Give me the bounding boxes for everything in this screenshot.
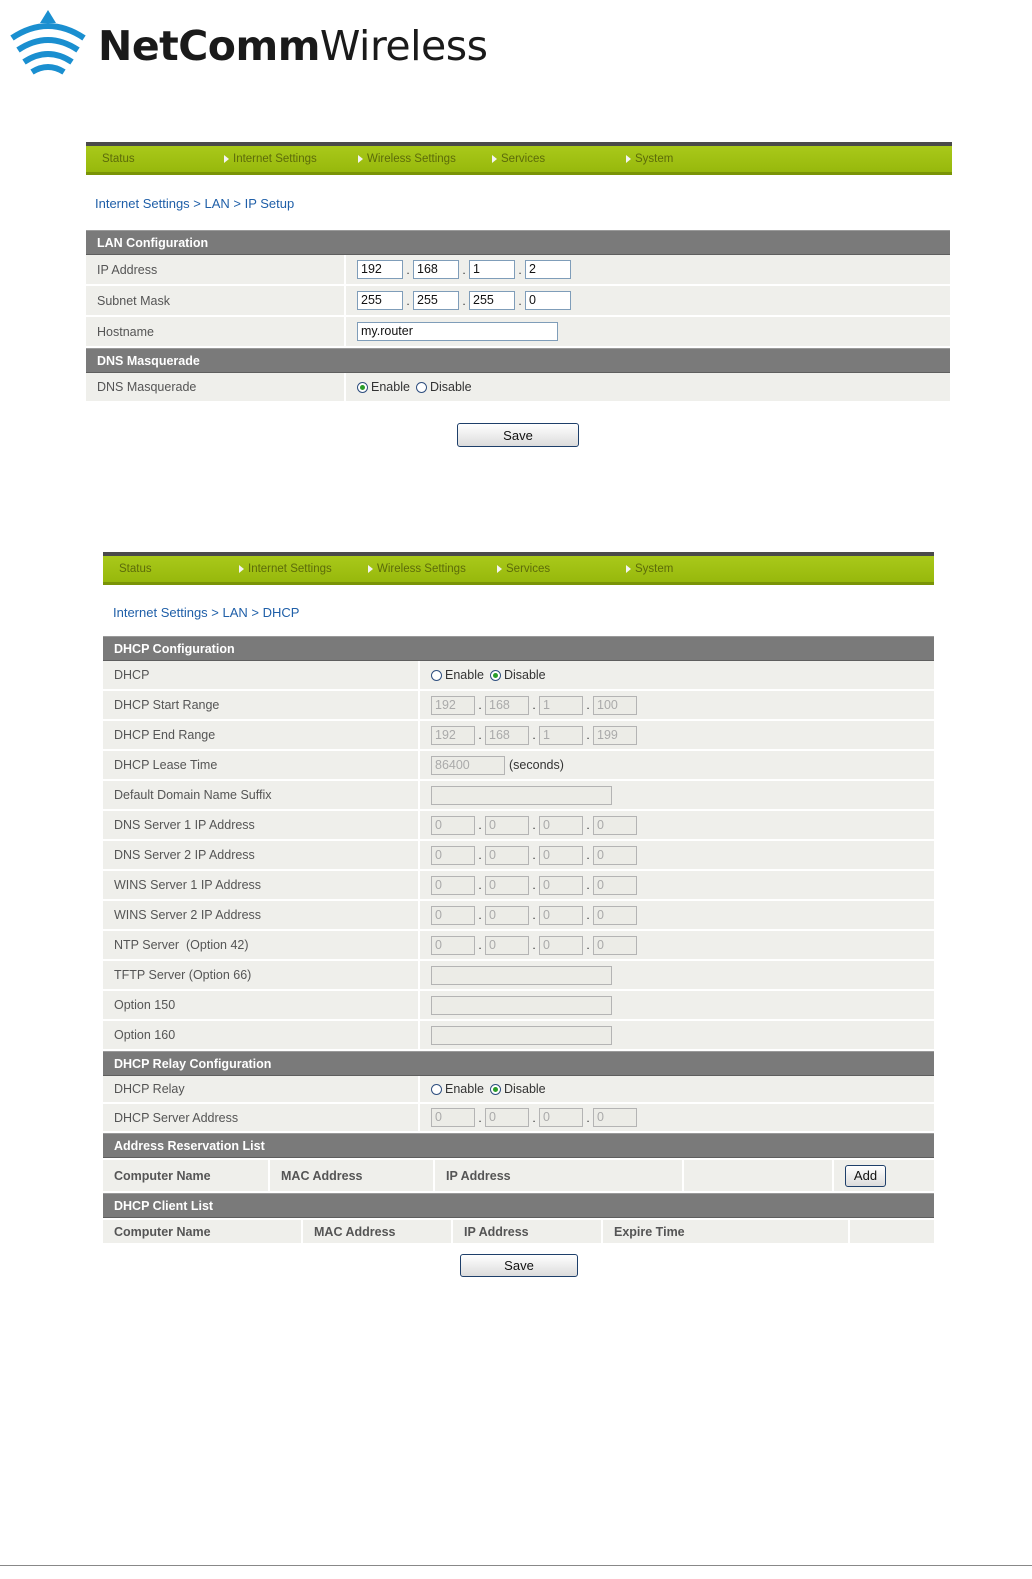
option160-input[interactable]: [431, 1026, 612, 1045]
dns2-octet-2[interactable]: 0: [485, 846, 529, 865]
dhcp-server-label: DHCP Server Address: [103, 1104, 420, 1131]
ntp-octet-2[interactable]: 0: [485, 936, 529, 955]
nav-internet-settings[interactable]: Internet Settings: [208, 146, 342, 172]
dns-disable-radio[interactable]: [416, 382, 427, 393]
dns1-octet-2[interactable]: 0: [485, 816, 529, 835]
dhcp-relay-row: [103, 1076, 934, 1104]
add-reservation-button[interactable]: Add: [845, 1165, 886, 1187]
dns2-octet-3[interactable]: 0: [539, 846, 583, 865]
mask-octet-1[interactable]: 255: [357, 291, 403, 310]
reservation-header-row: [103, 1158, 934, 1193]
subnet-mask-row: Subnet Mask 255 . 255 . 255 . 0: [86, 286, 950, 317]
lan-config-form: [86, 230, 950, 403]
save-button-top[interactable]: Save: [457, 423, 579, 447]
dhcp-label: DHCP: [103, 661, 420, 689]
wins1-octet-1[interactable]: 0: [431, 876, 475, 895]
wins2-row: WINS Server 2 IP Address 0 . 0 . 0 . 0: [103, 901, 934, 931]
option150-row: [103, 991, 934, 1021]
breadcrumb[interactable]: Internet Settings > LAN > IP Setup: [95, 196, 295, 211]
end-octet-1[interactable]: 192: [431, 726, 475, 745]
section-dhcp-configuration: DHCP Configuration: [103, 636, 934, 661]
nav-arrow-icon: [626, 155, 631, 163]
wins1-row: WINS Server 1 IP Address 0 . 0 . 0 . 0: [103, 871, 934, 901]
ntp-row: NTP Server (Option 42) 0 . 0 . 0 . 0: [103, 931, 934, 961]
wins2-octet-2[interactable]: 0: [485, 906, 529, 925]
section-dhcp-client-list: DHCP Client List: [103, 1193, 934, 1218]
domain-suffix-label: Default Domain Name Suffix: [103, 781, 420, 809]
section-lan-configuration: LAN Configuration: [86, 230, 950, 255]
end-octet-4[interactable]: 199: [593, 726, 637, 745]
dns1-octet-1[interactable]: 0: [431, 816, 475, 835]
nav-status-2[interactable]: Status: [119, 563, 152, 575]
save-button-bottom[interactable]: Save: [460, 1254, 578, 1277]
tftp-label: TFTP Server (Option 66): [103, 961, 420, 989]
lease-time-label: DHCP Lease Time: [103, 751, 420, 779]
server-octet-3[interactable]: 0: [539, 1108, 583, 1127]
relay-disable-radio[interactable]: [490, 1084, 501, 1095]
footer-divider: [0, 1565, 1032, 1566]
nav-internet-settings-2[interactable]: Internet Settings: [223, 556, 352, 582]
ntp-octet-3[interactable]: 0: [539, 936, 583, 955]
nav-system-2[interactable]: System: [610, 556, 739, 582]
dns-enable-radio[interactable]: [357, 382, 368, 393]
server-octet-1[interactable]: 0: [431, 1108, 475, 1127]
client-header-row: [103, 1218, 934, 1243]
dns-enable-label: Enable: [371, 380, 410, 394]
logo-netcomm: NetComm: [98, 22, 320, 70]
dns2-octet-1[interactable]: 0: [431, 846, 475, 865]
option160-label: Option 160: [103, 1021, 420, 1049]
server-octet-2[interactable]: 0: [485, 1108, 529, 1127]
lease-time-row: [103, 751, 934, 781]
mask-octet-3[interactable]: 255: [469, 291, 515, 310]
client-col-mac-address: MAC Address: [303, 1220, 453, 1243]
dhcp-enable-label: Enable: [445, 668, 484, 682]
section-address-reservation: Address Reservation List: [103, 1133, 934, 1158]
bottom-nav-bar: [103, 552, 934, 585]
option150-input[interactable]: [431, 996, 612, 1015]
dhcp-enable-radio[interactable]: [431, 670, 442, 681]
hostname-input[interactable]: my.router: [357, 322, 558, 341]
wins1-octet-3[interactable]: 0: [539, 876, 583, 895]
nav-wireless-settings-2[interactable]: Wireless Settings: [352, 556, 481, 582]
nav-wireless-settings[interactable]: Wireless Settings: [342, 146, 476, 172]
domain-suffix-input[interactable]: [431, 786, 612, 805]
mask-octet-2[interactable]: 255: [413, 291, 459, 310]
tftp-input[interactable]: [431, 966, 612, 985]
subnet-mask-label: Subnet Mask: [86, 286, 346, 315]
option150-label: Option 150: [103, 991, 420, 1019]
start-octet-2[interactable]: 168: [485, 696, 529, 715]
section-dns-masquerade: DNS Masquerade: [86, 348, 950, 373]
dns-disable-label: Disable: [429, 380, 472, 394]
ip-address-row: IP Address 192 . 168 . 1 . 2: [86, 255, 950, 286]
wifi-logo-icon: [10, 10, 86, 76]
wins1-octet-4[interactable]: 0: [593, 876, 637, 895]
netcomm-logo: [10, 8, 487, 78]
nav-arrow-icon: [626, 565, 631, 573]
nav-arrow-icon: [239, 565, 244, 573]
nav-services-2[interactable]: Services: [481, 556, 610, 582]
nav-arrow-icon: [224, 155, 229, 163]
client-col-ip-address: IP Address: [453, 1220, 603, 1243]
dns1-label: DNS Server 1 IP Address: [103, 811, 420, 839]
wins2-label: WINS Server 2 IP Address: [103, 901, 420, 929]
nav-arrow-icon: [492, 155, 497, 163]
ntp-label: NTP Server (Option 42): [103, 931, 420, 959]
mask-octet-4[interactable]: 0: [525, 291, 571, 310]
dhcp-disable-radio[interactable]: [490, 670, 501, 681]
lease-time-input[interactable]: 86400: [431, 756, 505, 775]
dns1-octet-4[interactable]: 0: [593, 816, 637, 835]
dhcp-server-row: DHCP Server Address 0 . 0 . 0 . 0: [103, 1104, 934, 1133]
dhcp-relay-label: DHCP Relay: [103, 1076, 420, 1102]
res-col-mac-address: MAC Address: [270, 1160, 435, 1191]
hostname-row: [86, 317, 950, 348]
nav-status[interactable]: Status: [102, 153, 135, 165]
relay-enable-radio[interactable]: [431, 1084, 442, 1095]
wins1-label: WINS Server 1 IP Address: [103, 871, 420, 899]
ip-setup-panel: [86, 142, 952, 175]
wins1-octet-2[interactable]: 0: [485, 876, 529, 895]
ip-octet-3[interactable]: 1: [469, 260, 515, 279]
dhcp-start-label: DHCP Start Range: [103, 691, 420, 719]
start-octet-3[interactable]: 1: [539, 696, 583, 715]
dhcp-panel: [103, 552, 934, 585]
logo-wireless: Wireless: [319, 22, 488, 70]
ntp-octet-4[interactable]: 0: [593, 936, 637, 955]
ntp-octet-1[interactable]: 0: [431, 936, 475, 955]
dhcp-start-row: DHCP Start Range 192 . 168 . 1 . 100: [103, 691, 934, 721]
wins2-octet-4[interactable]: 0: [593, 906, 637, 925]
dns2-label: DNS Server 2 IP Address: [103, 841, 420, 869]
dhcp-disable-label: Disable: [503, 668, 546, 682]
nav-services[interactable]: Services: [476, 146, 610, 172]
ip-octet-2[interactable]: 168: [413, 260, 459, 279]
dhcp-config-form: [103, 636, 934, 1243]
res-col-ip-address: IP Address: [435, 1160, 684, 1191]
res-col-empty: [684, 1160, 834, 1191]
start-octet-4[interactable]: 100: [593, 696, 637, 715]
dns2-octet-4[interactable]: 0: [593, 846, 637, 865]
ip-octet-4[interactable]: 2: [525, 260, 571, 279]
section-dhcp-relay: DHCP Relay Configuration: [103, 1051, 934, 1076]
start-octet-1[interactable]: 192: [431, 696, 475, 715]
relay-disable-label: Disable: [503, 1082, 546, 1096]
top-nav-bar: [86, 142, 952, 175]
wins2-octet-1[interactable]: 0: [431, 906, 475, 925]
dhcp-row: [103, 661, 934, 691]
ip-address-label: IP Address: [86, 255, 346, 284]
relay-enable-label: Enable: [445, 1082, 484, 1096]
dns1-octet-3[interactable]: 0: [539, 816, 583, 835]
dns2-row: DNS Server 2 IP Address 0 . 0 . 0 . 0: [103, 841, 934, 871]
tftp-row: [103, 961, 934, 991]
wins2-octet-3[interactable]: 0: [539, 906, 583, 925]
client-col-computer-name: Computer Name: [103, 1220, 303, 1243]
domain-suffix-row: [103, 781, 934, 811]
end-octet-3[interactable]: 1: [539, 726, 583, 745]
dhcp-end-row: DHCP End Range 192 . 168 . 1 . 199: [103, 721, 934, 751]
dns1-row: DNS Server 1 IP Address 0 . 0 . 0 . 0: [103, 811, 934, 841]
server-octet-4[interactable]: 0: [593, 1108, 637, 1127]
lease-unit-label: (seconds): [509, 758, 564, 772]
dhcp-end-label: DHCP End Range: [103, 721, 420, 749]
hostname-label: Hostname: [86, 317, 346, 346]
ip-octet-1[interactable]: 192: [357, 260, 403, 279]
dns-masquerade-row: [86, 373, 950, 403]
nav-system[interactable]: System: [610, 146, 744, 172]
end-octet-2[interactable]: 168: [485, 726, 529, 745]
breadcrumb-dhcp[interactable]: Internet Settings > LAN > DHCP: [113, 605, 300, 620]
res-col-computer-name: Computer Name: [103, 1160, 270, 1191]
client-col-expire-time: Expire Time: [603, 1220, 850, 1243]
nav-arrow-icon: [358, 155, 363, 163]
option160-row: [103, 1021, 934, 1051]
nav-arrow-icon: [368, 565, 373, 573]
nav-arrow-icon: [497, 565, 502, 573]
dns-masquerade-label: DNS Masquerade: [86, 373, 346, 401]
